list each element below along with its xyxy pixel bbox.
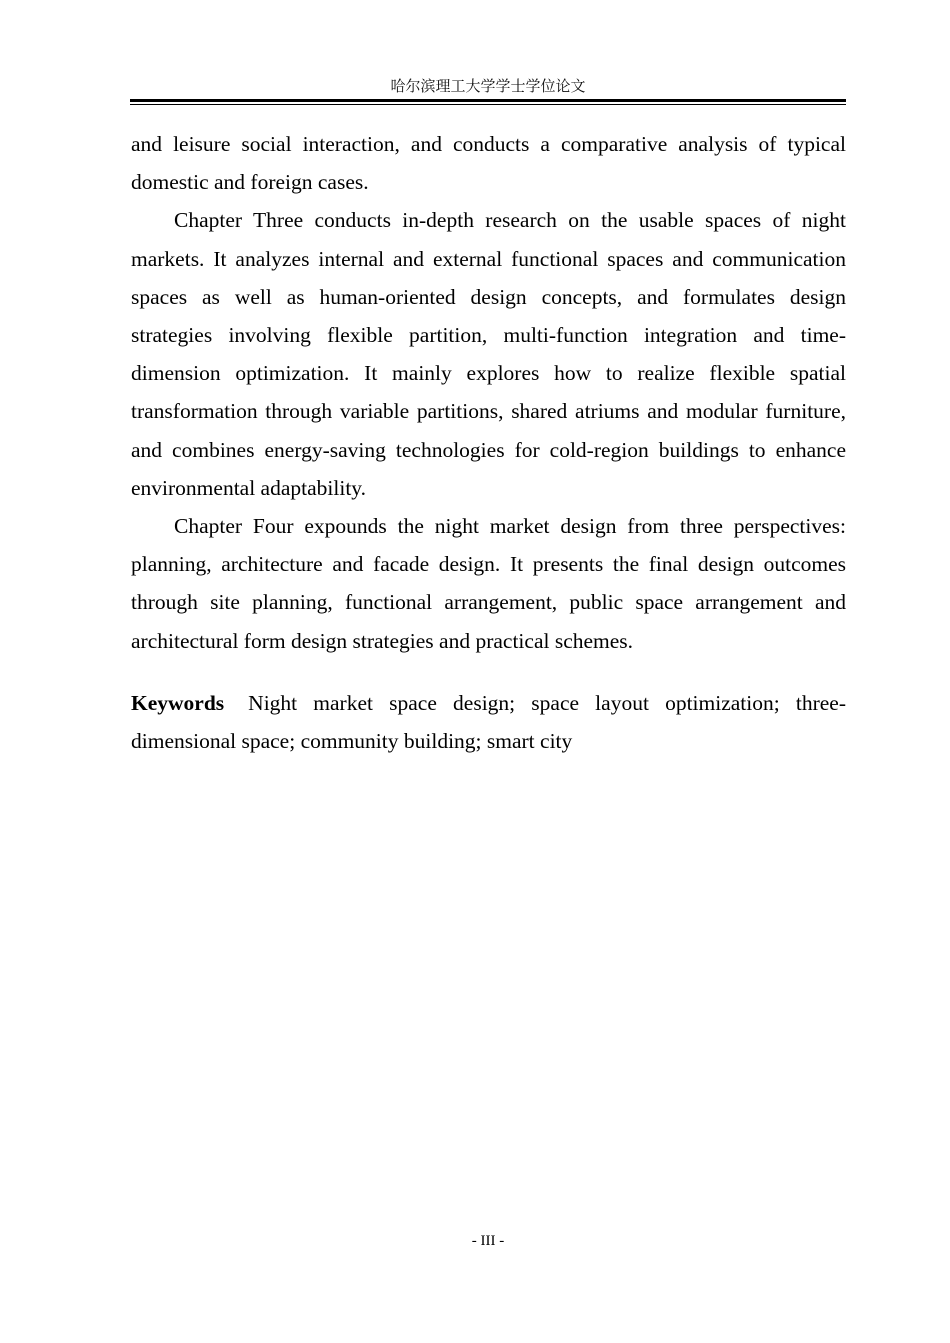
- keywords-block: [131, 684, 846, 760]
- paragraph-continuation: and leisure social interaction, and conducts a comparative analysis of typical domestic and foreign cases.: [131, 132, 846, 195]
- running-header: 哈尔滨理工大学学士学位论文: [390, 77, 586, 95]
- page-number: - III -: [471, 1233, 505, 1249]
- abstract-body: [131, 125, 846, 660]
- header-rule-thin: [130, 104, 846, 105]
- keywords-text: Night market space design; space layout optimization; three-dimensional space; community building; smart city: [131, 691, 846, 754]
- paragraph-chapter-four: Chapter Four expounds the night market design from three perspectives: planning, architecture and facade design. It presents the final design outcomes through site planning, functional arrangement, public space arrangement and architectural form design strategies and practical schemes.: [131, 514, 846, 653]
- header-rule-thick: [130, 99, 846, 102]
- header-double-rule: [130, 99, 846, 106]
- keywords-label: Keywords: [131, 691, 225, 715]
- paragraph-chapter-three: Chapter Three conducts in-depth research on the usable spaces of night markets. It analyzes internal and external functional spaces and communication spaces as well as human-oriented design concepts, and formulates design strategies involving flexible partition, multi-function integration and time-dimension optimization. It mainly explores how to realize flexible spatial transformation through variable partitions, shared atriums and modular furniture, and combines energy-saving technologies for cold-region buildings to enhance environmental adaptability.: [131, 208, 846, 500]
